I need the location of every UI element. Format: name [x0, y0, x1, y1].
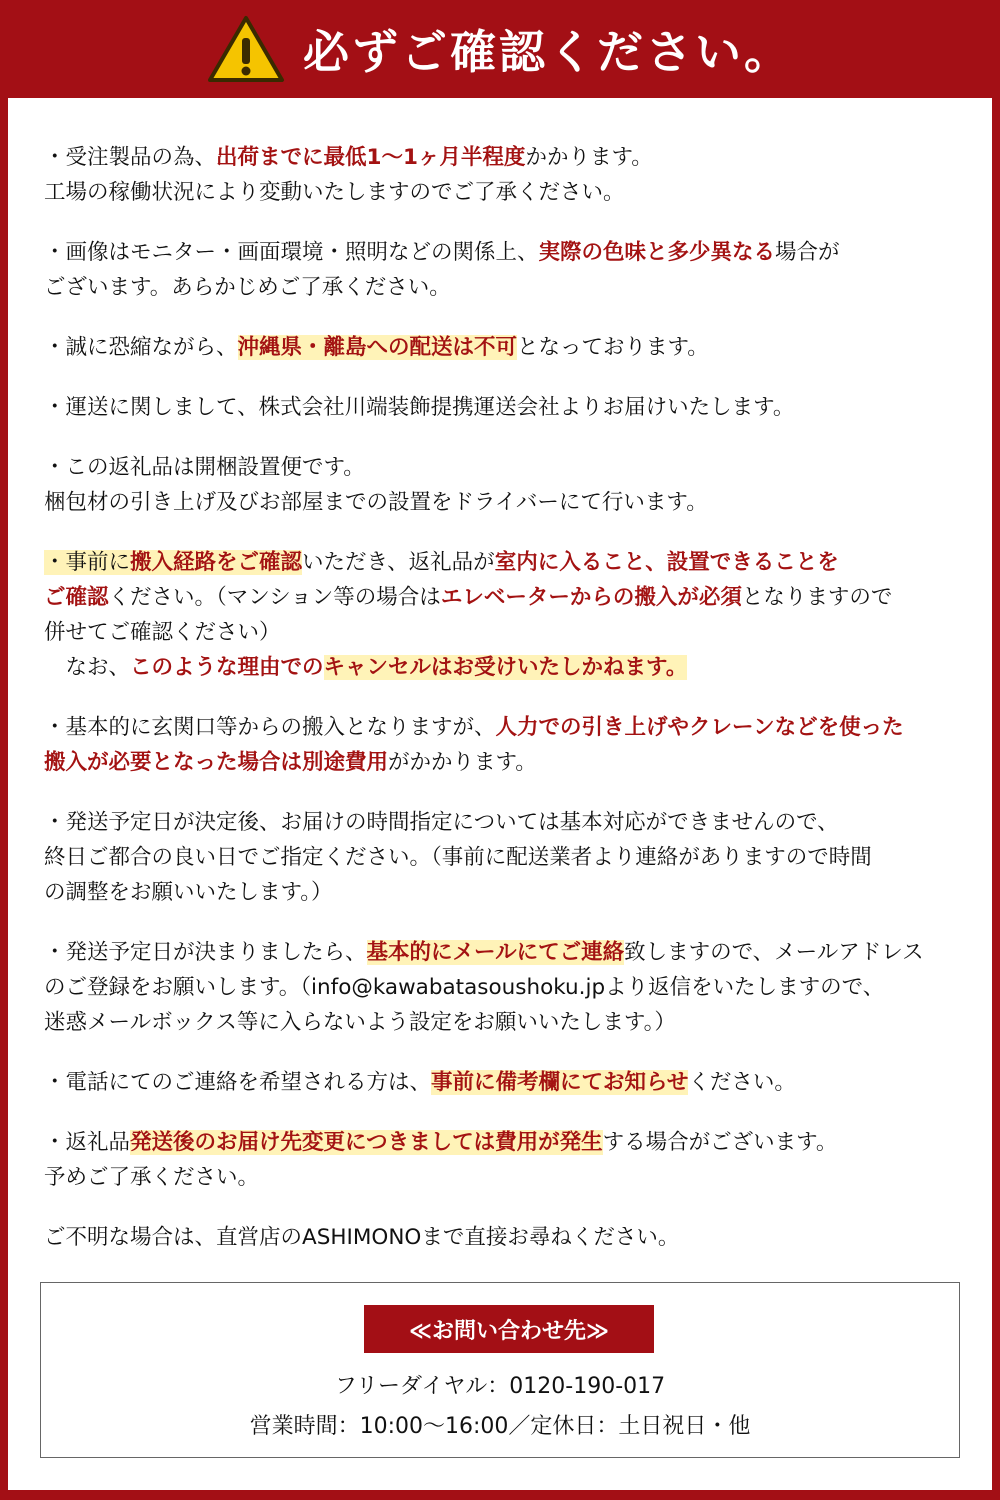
contact-title: ≪お問い合わせ先≫ [364, 1305, 654, 1353]
note-line [44, 580, 974, 615]
note-text: する場合がございます。 [602, 1130, 838, 1155]
note-text: 予めご了承ください。 [44, 1165, 260, 1190]
note-line [44, 1220, 974, 1255]
note-line [44, 140, 974, 175]
page-title: 必ずご確認ください。 [303, 25, 793, 79]
note-text: 終日ご都合の良い日でご指定ください。（事前に配送業者より連絡がありますので時間 [44, 845, 872, 870]
note-text: 場合が [775, 240, 840, 265]
note-line [44, 650, 974, 685]
note-text: なお、 [44, 655, 131, 680]
note-text: 工場の稼働状況により変動いたしますのでご了承ください。 [44, 180, 625, 205]
note-emphasis: 出荷までに最低1～1ヶ月半程度 [216, 145, 526, 170]
note-line [44, 840, 974, 875]
contact-hours: 営業時間：10:00～16:00／定休日：土日祝日・他 [249, 1414, 751, 1439]
note-emphasis: キャンセルはお受けいたしかねます。 [323, 655, 688, 680]
note-line [44, 935, 974, 970]
note-emphasis: 室内に入ること、設置できることを [494, 550, 839, 575]
note-text: がかかります。 [388, 750, 537, 775]
note-text: ・この返礼品は開梱設置便です。 [44, 455, 365, 480]
note-line [44, 805, 974, 840]
note-text: 致しますので、メールアドレス [624, 940, 924, 965]
note-emphasis: このような理由での [130, 655, 324, 680]
note-emphasis: 搬入が必要となった場合は別途費用 [44, 750, 389, 775]
note-item [44, 935, 974, 1040]
note-line [44, 875, 974, 910]
note-emphasis: ご確認 [44, 585, 109, 610]
note-item [44, 235, 974, 305]
note-line [44, 270, 974, 305]
note-text: ください。 [688, 1070, 796, 1095]
note-text: 併せてご確認ください） [44, 620, 281, 645]
note-emphasis: 人力での引き上げやクレーンなどを使った [495, 715, 904, 740]
note-text: いただき、返礼品が [302, 550, 495, 575]
note-text: かかります。 [525, 145, 653, 170]
note-text: のご登録をお願いします。（info@kawabatasoushoku.jpより返信をいたしますので、 [44, 975, 885, 1000]
note-emphasis: 実際の色味と多少異なる [538, 240, 776, 265]
note-emphasis: エレベーターからの搬入が必須 [440, 585, 742, 610]
note-item [44, 1125, 974, 1195]
note-line [44, 545, 974, 580]
note-item [44, 1065, 974, 1100]
note-line [44, 175, 974, 210]
note-text: ・発送予定日が決まりましたら、 [44, 940, 367, 965]
note-text: となりますので [741, 585, 893, 610]
note-emphasis: 発送後のお届け先変更につきましては費用が発生 [130, 1130, 603, 1155]
note-emphasis: 基本的にメールにてご連絡 [366, 940, 625, 965]
note-line [44, 745, 974, 780]
note-line [44, 235, 974, 270]
note-text: 迷惑メールボックス等に入らないよう設定をお願いいたします。） [44, 1010, 676, 1035]
note-line [44, 330, 974, 365]
note-text: ・画像はモニター・画面環境・照明などの関係上、 [44, 240, 539, 265]
note-item [44, 545, 974, 685]
note-text: ご不明な場合は、直営店のASHIMONOまで直接お尋ねください。 [44, 1225, 680, 1250]
note-line [44, 450, 974, 485]
note-line [44, 1160, 974, 1195]
note-item [44, 140, 974, 210]
note-text: ございます。あらかじめご了承ください。 [44, 275, 451, 300]
note-text: ・誠に恐縮ながら、 [44, 335, 238, 360]
note-emphasis: 沖縄県・離島への配送は不可 [237, 335, 518, 360]
contact-phone: フリーダイヤル：0120-190-017 [334, 1374, 666, 1399]
note-emphasis: 事前に備考欄にてお知らせ [431, 1070, 689, 1095]
note-item [44, 450, 974, 520]
note-text: 梱包材の引き上げ及びお部屋までの設置をドライバーにて行います。 [44, 490, 708, 515]
note-text: ・受注製品の為、 [44, 145, 217, 170]
notes-list [44, 140, 974, 1280]
note-line [44, 970, 974, 1005]
note-text: ・返礼品 [44, 1130, 131, 1155]
note-line [44, 1065, 974, 1100]
note-text: ・基本的に玄関口等からの搬入となりますが、 [44, 715, 496, 740]
note-item [44, 1220, 974, 1255]
note-line [44, 1005, 974, 1040]
note-line [44, 710, 974, 745]
note-text: ・運送に関しまして、株式会社川端装飾提携運送会社よりお届けいたします。 [44, 395, 795, 420]
note-item [44, 710, 974, 780]
contact-box [40, 1282, 960, 1458]
note-text: ・発送予定日が決定後、お届けの時間指定については基本対応ができませんので、 [44, 810, 839, 835]
notice-panel [8, 98, 992, 1490]
note-item [44, 330, 974, 365]
note-text: の調整をお願いいたします。） [44, 880, 333, 905]
note-line [44, 615, 974, 650]
note-line [44, 390, 974, 425]
header [0, 0, 1000, 98]
note-text: ください。（マンション等の場合は [108, 585, 441, 610]
note-emphasis: ・事前に [44, 550, 131, 575]
note-emphasis: 搬入経路をご確認 [130, 550, 303, 575]
note-line [44, 1125, 974, 1160]
warning-icon [207, 14, 285, 84]
note-line [44, 485, 974, 520]
note-text: となっております。 [517, 335, 709, 360]
note-text: ・電話にてのご連絡を希望される方は、 [44, 1070, 432, 1095]
note-item [44, 805, 974, 910]
note-item [44, 390, 974, 425]
